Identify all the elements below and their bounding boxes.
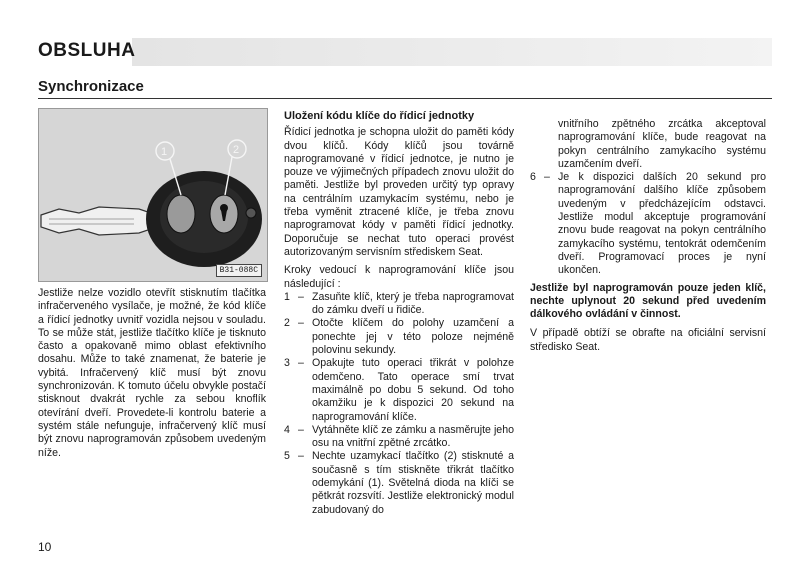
step-6: 6 – Je k dispozici dalších 20 sekund pro naprogramování dalšího klíče způsobem uvedeným v předcházejícím odstavci. Jestliže modul akceptuje programování znovu bude reagovat na pokyn centrálního zamykacího systému, tentokrát odemčením dveří. Programovací proces je nyní ukončen.	[530, 171, 766, 277]
key-drawing	[39, 109, 267, 281]
warning-text: Jestliže byl naprogramován pouze jeden klíč, nechte uplynout 20 sekund před uvedením dálkového ovládání v činnost.	[530, 281, 766, 321]
header-bar	[132, 38, 772, 66]
steps-intro: Kroky vedoucí k naprogramování klíče jsou následující :	[284, 264, 514, 290]
section-divider	[38, 98, 772, 99]
column-2	[284, 110, 514, 517]
figure-code: B31-088C	[216, 264, 262, 277]
step-2: 2 – Otočte klíčem do polohy uzamčení a ponechte jej v této poloze nejméně polovinu sekundy.	[284, 317, 514, 357]
step-3: 3 – Opakujte tuto operaci třikrát v polohze odemčeno. Tato operace smí trvat maximálně po dobu 5 sekund. Od toho okamžiku je k dispozici 20 sekund na naprogramování klíče.	[284, 357, 514, 423]
column-3	[530, 118, 766, 354]
service-note: V případě obtíží se obrafte na oficiální servisní středisko Seat.	[530, 327, 766, 353]
column-1	[38, 287, 266, 460]
intro-paragraph: Řídicí jednotka je schopna uložit do paměti kódy dvou klíčů. Kódy klíčů jsou továrně naprogramované v řídicí jednotce, je nutno je pouze ve výjimečných případech znovu uložit do paměti. Jestliže byl proveden určitý typ opravy na centrálním uzamykacím systému, nebo je třeba vyměnit ztracené klíče, je třeba znovu naprogramovat kódy v paměti řídicí jednotky. Doporučuje se nechat tuto operaci provést autorizovaným servisním střediskem Seat.	[284, 126, 514, 258]
step-5: 5 – Nechte uzamykací tlačítko (2) stisknuté a současně s tím stiskněte třikrát tlačítko odemykání (1). Světelná dioda na klíči se pětkrát rozsvítí. Jestliže elektronický modul zabudovaný do	[284, 450, 514, 516]
synchronization-text: Jestliže nelze vozidlo otevřít stisknutím tlačítka infračerveného vysílače, je možné, že kód klíče a řídicí jednotky uvnitř vozidla nejsou v souladu. To se může stát, jestliže tlačítko klíče je tisknuto často a opakovaně mimo oblast efektivního dosahu. Může to také znamenat, že baterie je vybitá. Infračervený klíč musí být znovu synchronizován. K tomuto účelu obvykle postačí stisknout dvakrát rychle za sebou knoflík otevírání dveří. Provedete-li kontrolu baterie a systém stále nefunguje, infračervený klíč musí být znovu naprogramován způsobem uvedeným níže.	[38, 287, 266, 459]
callout-2: 2	[233, 144, 240, 156]
page-number: 10	[38, 540, 52, 554]
subsection-heading: Uložení kódu klíče do řídicí jednotky	[284, 110, 475, 122]
key-blade	[41, 207, 151, 235]
step-4: 4 – Vytáhněte klíč ze zámku a nasměrujte jeho osu na vnitřní zpětné zrcátko.	[284, 423, 514, 450]
step-5-continuation: vnitřního zpětného zrcátka akceptoval naprogramování klíče, bude reagovat na pokyn centrálního zamykacího systému uzamčením dveří.	[558, 118, 766, 170]
page-title: OBSLUHA	[38, 40, 136, 61]
led-indicator	[246, 208, 256, 218]
callout-1: 1	[161, 146, 168, 158]
unlock-button-1	[167, 195, 195, 233]
key-illustration	[38, 108, 268, 282]
step-1: 1 – Zasuňte klíč, který je třeba naprogramovat do zámku dveří u řidiče.	[284, 290, 514, 317]
section-title: Synchronizace	[38, 78, 144, 95]
